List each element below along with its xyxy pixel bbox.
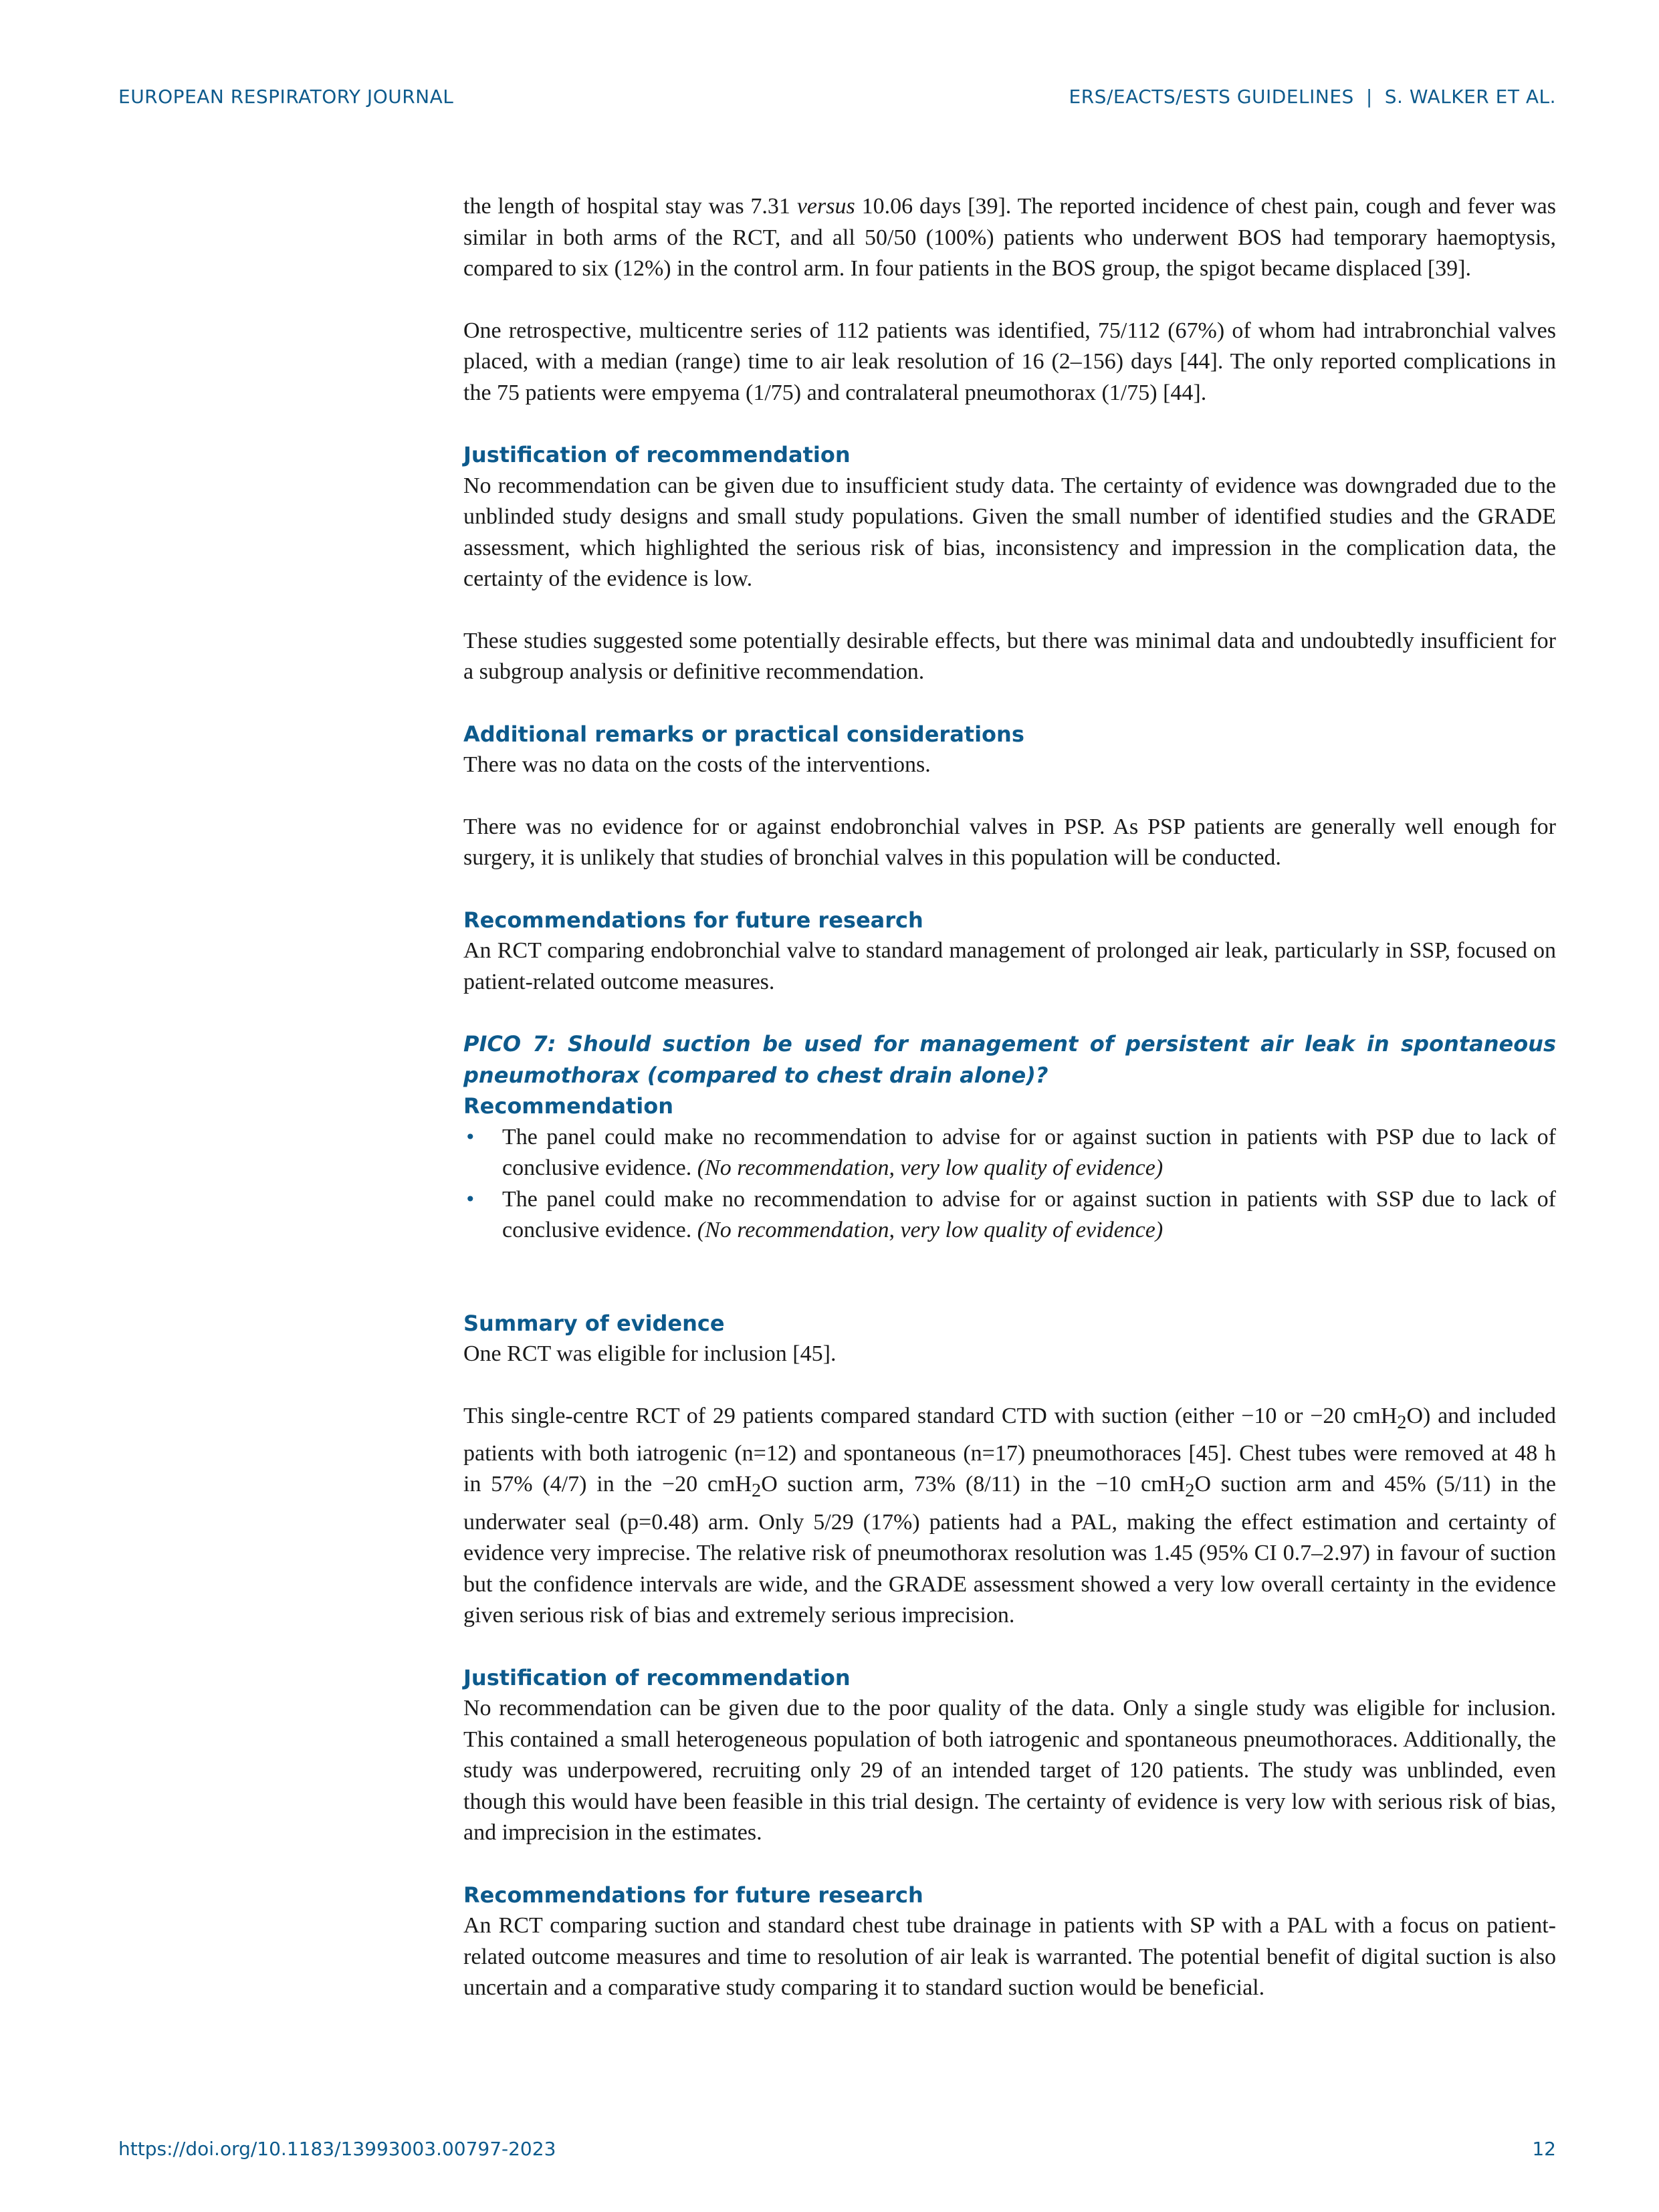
paragraph: One RCT was eligible for inclusion [45]. (463, 1341, 837, 1366)
section-heading: Recommendations for future research (463, 907, 923, 933)
section-heading: Recommendations for future research (463, 1882, 923, 1908)
author-label: S. WALKER ET AL. (1384, 86, 1556, 108)
paragraph: These studies suggested some potentially desirable effects, but there was minimal data and undoubtedly insufficient for a subgroup analysis or definitive recommendation. (463, 628, 1556, 684)
section-label: ERS/EACTS/ESTS GUIDELINES (1069, 86, 1354, 108)
doi-link[interactable]: https://doi.org/10.1183/13993003.00797-2023 (118, 2138, 556, 2160)
section-heading: Justification of recommendation (463, 442, 851, 467)
paragraph: An RCT comparing suction and standard chest tube drainage in patients with SP with a PAL with a focus on patient-related outcome measures and time to resolution of air leak is warranted. The potential benefit of digital suction is also uncertain and a comparative study comparing it to standard suction would be beneficial. (463, 1913, 1556, 2001)
section-heading: Additional remarks or practical considerations (463, 721, 1024, 747)
article-body (463, 191, 1556, 2004)
recommendation-list (463, 1122, 1556, 1246)
section-heading: Justification of recommendation (463, 1664, 851, 1690)
page-number: 12 (1532, 2138, 1556, 2160)
paragraph: An RCT comparing endobronchial valve to standard management of prolonged air leak, particularly in SSP, focused on patient-related outcome measures. (463, 938, 1556, 994)
paragraph: No recommendation can be given due to insufficient study data. The certainty of evidence was downgraded due to the unblinded study designs and small study populations. Given the small number of identified studies and the GRADE assessment, which highlighted the serious risk of bias, inconsistency and impression in the complication data, the certainty of the evidence is low. (463, 473, 1556, 591)
journal-name: EUROPEAN RESPIRATORY JOURNAL (118, 86, 454, 108)
paragraph: One retrospective, multicentre series of 112 patients was identified, 75/112 (67%) of whom had intrabronchial valves placed, with a median (range) time to air leak resolution of 16 (2–156) days [44]. The only reported complications in the 75 patients were empyema (1/75) and contralateral pneumothorax (1/75) [44]. (463, 318, 1556, 405)
bullet-icon: • (465, 1188, 476, 1210)
list-item: • The panel could make no recommendation to advise for or against suction in patients with PSP due to lack of conclusive evidence. (No recommendation, very low quality of evidence) (463, 1122, 1556, 1184)
recommendation-heading: Recommendation (463, 1093, 673, 1119)
paragraph: No recommendation can be given due to the poor quality of the data. Only a single study was eligible for inclusion. This contained a small heterogeneous population of both iatrogenic and spontaneous pneumothoraces. Additionally, the study was underpowered, recruiting only 29 of an intended target of 120 patients. The study was unblinded, even though this would have been feasible in this trial design. The certainty of evidence is very low with serious risk of bias, and imprecision in the estimates. (463, 1696, 1556, 1846)
paragraph: This single-centre RCT of 29 patients compared standard CTD with suction (either −10 or −20 cmH$_2$O) and included patients with both iatrogenic (n=12) and spontaneous (n=17) pneumothoraces [45]. Chest tubes were removed at 48 h in 57% (4/7) in the −20 cmH$_2$O suction arm, 73% (8/11) in the −10 cmH$_2$O suction arm and 45% (5/11) in the underwater seal (p=0.48) arm. Only 5/29 (17%) patients had a PAL, making the effect estimation and certainty of evidence very imprecise. The relative risk of pneumothorax resolution was 1.45 (95% CI 0.7–2.97) in favour of suction but the confidence intervals are wide, and the GRADE assessment showed a very low overall certainty in the evidence given serious risk of bias and extremely serious imprecision. (463, 1403, 1557, 1628)
paragraph: There was no evidence for or against endobronchial valves in PSP. As PSP patients are generally well enough for surgery, it is unlikely that studies of bronchial valves in this population will be conducted. (463, 814, 1556, 870)
header-separator: | (1365, 86, 1373, 108)
paragraph: the length of hospital stay was 7.31 versus 10.06 days [39]. The reported incidence of chest pain, cough and fever was similar in both arms of the RCT, and all 50/50 (100%) patients who underwent BOS had temporary haemoptysis, compared to six (12%) in the control arm. In four patients in the BOS group, the spigot became displaced [39]. (463, 194, 1556, 281)
article-section (1069, 86, 1556, 108)
section-heading: Summary of evidence (463, 1310, 725, 1336)
list-item: • The panel could make no recommendation to advise for or against suction in patients with SSP due to lack of conclusive evidence. (No recommendation, very low quality of evidence) (463, 1184, 1556, 1246)
paragraph: There was no data on the costs of the interventions. (463, 752, 931, 777)
bullet-icon: • (465, 1125, 476, 1148)
pico-question-heading: PICO 7: Should suction be used for management of persistent air leak in spontaneous pneumothorax (compared to chest drain alone)? (463, 1031, 1556, 1088)
